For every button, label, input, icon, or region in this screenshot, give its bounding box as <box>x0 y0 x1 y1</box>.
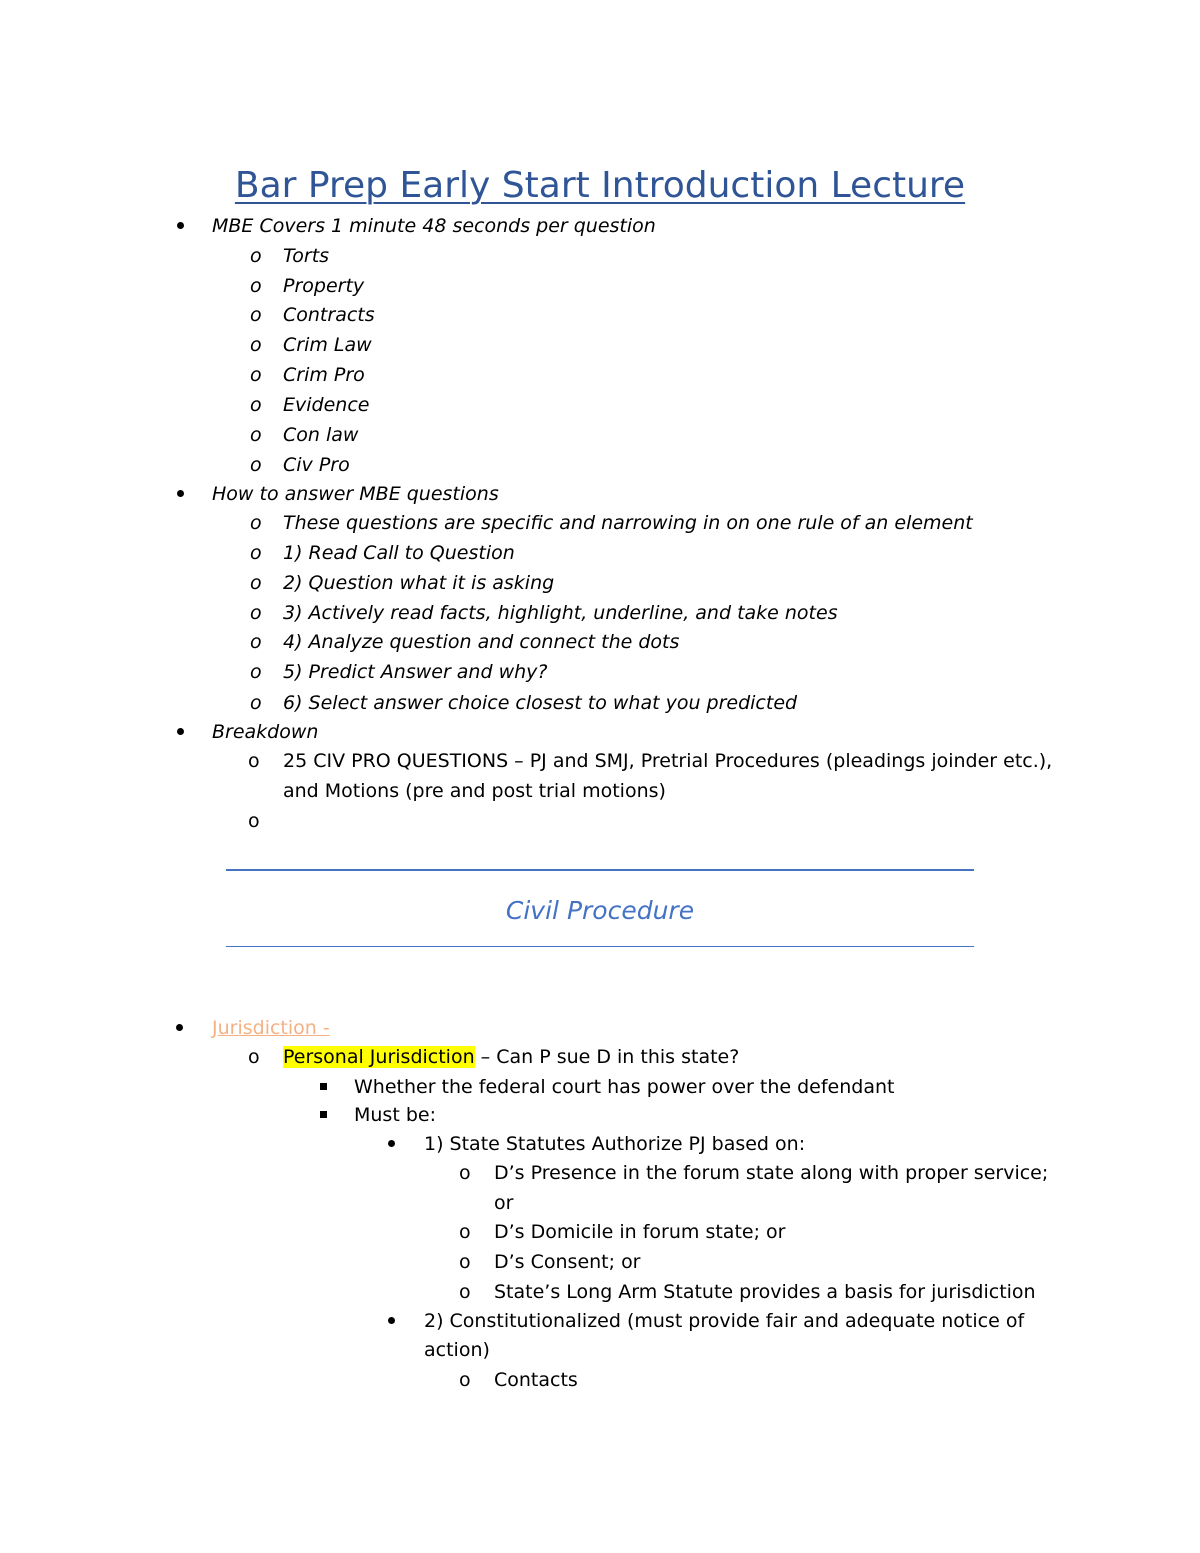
circle-bullet-icon: o <box>459 1221 471 1243</box>
list-item <box>0 450 1200 480</box>
square-bullet-icon <box>320 1111 327 1118</box>
list-item <box>0 1277 1200 1307</box>
rule-item: D’s Domicile in forum state; or <box>494 1221 786 1243</box>
list-item <box>0 508 1200 538</box>
circle-bullet-icon: o <box>248 750 260 772</box>
bullet-icon <box>388 1140 395 1147</box>
circle-bullet-icon: o <box>250 304 262 326</box>
circle-bullet-icon: o <box>248 1046 260 1068</box>
circle-bullet-icon: o <box>250 572 262 594</box>
list-item <box>0 657 1200 687</box>
divider <box>226 946 974 947</box>
square-bullet-icon <box>320 1083 327 1090</box>
section-title: Civil Procedure <box>505 896 695 925</box>
personal-jurisdiction-label: Personal Jurisdiction <box>283 1046 475 1068</box>
circle-bullet-icon: o <box>250 602 262 624</box>
list-item <box>0 568 1200 598</box>
bullet-icon <box>177 222 184 229</box>
rule-item: D’s Presence in the forum state along with proper service; <box>494 1162 1049 1184</box>
list-item <box>0 1365 1200 1395</box>
circle-bullet-icon: o <box>250 394 262 416</box>
bullet-icon <box>177 728 184 735</box>
list-item <box>0 479 1200 509</box>
circle-bullet-icon: o <box>459 1369 471 1391</box>
step-item: These questions are specific and narrowing in on one rule of an element <box>283 512 973 534</box>
document-title: Bar Prep Early Start Introduction Lecture <box>234 165 966 206</box>
bullet-icon <box>176 1024 183 1031</box>
list-item-continuation <box>0 776 1200 806</box>
circle-bullet-icon: o <box>250 275 262 297</box>
list-item <box>0 330 1200 360</box>
circle-bullet-icon: o <box>250 631 262 653</box>
subject-item: Property <box>283 275 365 297</box>
rule-item: Contacts <box>494 1369 578 1391</box>
circle-bullet-icon: o <box>459 1281 471 1303</box>
subject-item: Crim Law <box>283 334 372 356</box>
step-item: 3) Actively read facts, highlight, underline, and take notes <box>283 602 838 624</box>
list-item-continuation <box>0 1335 1200 1365</box>
circle-bullet-icon: o <box>459 1162 471 1184</box>
circle-bullet-icon: o <box>250 692 262 714</box>
list-item <box>0 241 1200 271</box>
bullet-icon <box>388 1317 395 1324</box>
list-item <box>0 1217 1200 1247</box>
subject-item: Contracts <box>283 304 375 326</box>
subject-item: Evidence <box>283 394 370 416</box>
step-item: 6) Select answer choice closest to what you predicted <box>283 692 798 714</box>
list-item <box>0 360 1200 390</box>
list-item <box>0 271 1200 301</box>
subject-item: Civ Pro <box>283 454 350 476</box>
rule-item: Must be: <box>354 1104 436 1126</box>
how-to-heading: How to answer MBE questions <box>212 483 499 505</box>
rule-item: 1) State Statutes Authorize PJ based on: <box>424 1133 806 1155</box>
breakdown-heading: Breakdown <box>212 721 319 743</box>
circle-bullet-icon: o <box>250 334 262 356</box>
rule-item: D’s Consent; or <box>494 1251 641 1273</box>
personal-jurisdiction-question: – Can P sue D in this state? <box>474 1046 740 1068</box>
circle-bullet-icon: o <box>250 661 262 683</box>
list-item-continuation <box>0 1188 1200 1218</box>
mbe-heading: MBE Covers 1 minute 48 seconds per question <box>212 215 656 237</box>
circle-bullet-icon: o <box>250 454 262 476</box>
subject-item: Crim Pro <box>283 364 365 386</box>
subject-item: Torts <box>283 245 330 267</box>
subject-item: Con law <box>283 424 359 446</box>
circle-bullet-icon: o <box>248 810 260 832</box>
step-item: 4) Analyze question and connect the dots <box>283 631 680 653</box>
list-item <box>0 1158 1200 1188</box>
rule-item: Whether the federal court has power over the defendant <box>354 1076 895 1098</box>
jurisdiction-heading: Jurisdiction - <box>212 1017 330 1039</box>
circle-bullet-icon: o <box>250 364 262 386</box>
list-item <box>0 1306 1200 1336</box>
list-item <box>0 627 1200 657</box>
list-item <box>0 1013 1200 1043</box>
circle-bullet-icon: o <box>250 424 262 446</box>
list-item <box>0 1247 1200 1277</box>
list-item <box>0 300 1200 330</box>
circle-bullet-icon: o <box>250 245 262 267</box>
list-item <box>0 717 1200 747</box>
list-item <box>0 1129 1200 1159</box>
list-item <box>0 1100 1200 1130</box>
divider <box>226 869 974 871</box>
list-item <box>0 211 1200 241</box>
list-item <box>0 746 1200 776</box>
rule-item: or <box>494 1192 514 1214</box>
list-item <box>0 390 1200 420</box>
circle-bullet-icon: o <box>250 542 262 564</box>
list-item <box>0 688 1200 718</box>
bullet-icon <box>177 490 184 497</box>
circle-bullet-icon: o <box>459 1251 471 1273</box>
list-item <box>0 538 1200 568</box>
list-item <box>0 420 1200 450</box>
step-item: 2) Question what it is asking <box>283 572 555 594</box>
circle-bullet-icon: o <box>250 512 262 534</box>
rule-item: 2) Constitutionalized (must provide fair and adequate notice of <box>424 1310 1025 1332</box>
list-item <box>0 1042 1200 1072</box>
rule-item: State’s Long Arm Statute provides a basis for jurisdiction <box>494 1281 1036 1303</box>
step-item: 5) Predict Answer and why? <box>283 661 548 683</box>
list-item <box>0 1072 1200 1102</box>
rule-item: action) <box>424 1339 490 1361</box>
step-item: 1) Read Call to Question <box>283 542 515 564</box>
breakdown-item: 25 CIV PRO QUESTIONS – PJ and SMJ, Pretrial Procedures (pleadings joinder etc.), <box>283 750 1053 772</box>
list-item <box>0 598 1200 628</box>
breakdown-item: and Motions (pre and post trial motions) <box>283 780 666 802</box>
list-item <box>0 806 1200 836</box>
